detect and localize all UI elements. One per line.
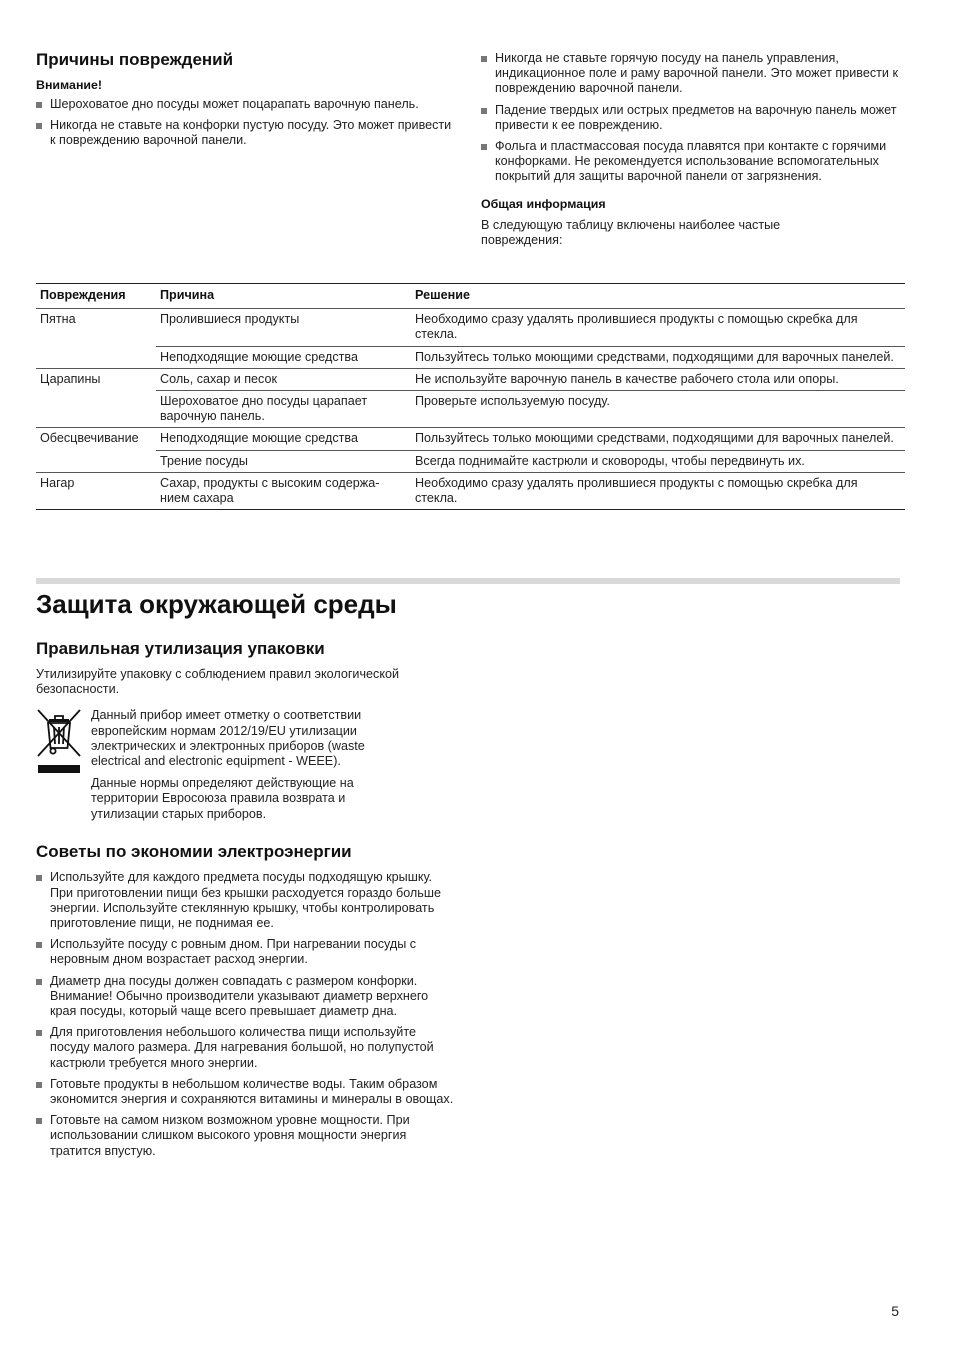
damage-table: [36, 283, 905, 510]
list-item: Используйте для каждого предмета посуды подходящую крышку. При приготовлении пищи без крышки расходуется гораздо больше энергии. Используйте стеклянную крышку, чтобы контролировать приготовление пищи, не поднимая ее.: [36, 870, 456, 931]
list-item: Никогда не ставьте на конфорки пустую посуду. Это может привести к повреждению варочной панели.: [36, 118, 456, 148]
cause-cell: Шероховатое дно посуды царапает варочную панель.: [156, 391, 411, 428]
energy-title: Советы по экономии электроэнергии: [36, 842, 352, 862]
table-row: [36, 450, 905, 472]
square-bullet-icon: [36, 942, 42, 948]
general-info-title: Общая информация: [481, 196, 606, 211]
cause-cell: Пролившиеся продукты: [156, 309, 411, 346]
disposal-text: Утилизируйте упаковку с соблюдением правил экологической безопасности.: [36, 667, 400, 697]
list-item: Диаметр дна посуды должен совпадать с размером конфорки. Внимание! Обычно производители указывают диаметр верхнего края посуды, который чаще всего превышает диаметр дна.: [36, 974, 456, 1020]
square-bullet-icon: [36, 123, 42, 129]
list-item: Используйте посуду с ровным дном. При нагревании посуды с неровным дном возрастает расход энергии.: [36, 937, 456, 967]
cause-cell: Трение посуды: [156, 450, 411, 472]
damage-cell: Пятна: [36, 309, 156, 369]
square-bullet-icon: [36, 102, 42, 108]
list-item: Готовьте на самом низком возможном уровне мощности. При использовании слишком высокого уровня мощности энергия тратится впустую.: [36, 1113, 456, 1159]
general-info-text: В следующую таблицу включены наиболее частые повреждения:: [481, 217, 781, 247]
square-bullet-icon: [36, 1030, 42, 1036]
list-item: Падение твердых или острых предметов на варочную панель может привести к ее повреждению.: [481, 103, 901, 133]
list-item: Для приготовления небольшого количества пищи используйте посуду малого размера. Для нагревания большой, но полупустой кастрюли требуется много энергии.: [36, 1025, 456, 1071]
cause-cell: Соль, сахар и песок: [156, 368, 411, 390]
square-bullet-icon: [36, 875, 42, 881]
list-item: Готовьте продукты в небольшом количестве воды. Таким образом экономится энергия и сохраняются витамины и минералы в овощах.: [36, 1077, 456, 1107]
damage-section-left: [36, 50, 456, 155]
crossed-out-wheelie-bin-icon: [36, 708, 82, 778]
weee-text-1: Данный прибор имеет отметку о соответствии европейским нормам 2012/19/EU утилизации электрических и электронных приборов (waste electrical and electronic equipment - WEEE).: [91, 708, 365, 769]
solution-cell: Необходимо сразу удалять пролившиеся продукты с помощью скребка для стекла.: [411, 472, 905, 509]
square-bullet-icon: [36, 979, 42, 985]
weee-text-2: Данные нормы определяют действующие на территории Евросоюза правила возврата и утилизации старых приборов.: [91, 776, 354, 821]
table-header-row: [36, 284, 905, 309]
solution-cell: Всегда поднимайте кастрюли и сковороды, чтобы передвинуть их.: [411, 450, 905, 472]
cause-cell: Неподходящие моющие средства: [156, 428, 411, 450]
table-row: [36, 391, 905, 428]
damage-table-wrap: [36, 283, 905, 510]
table-row: [36, 472, 905, 509]
solution-cell: Пользуйтесь только моющими средствами, подходящими для варочных панелей.: [411, 428, 905, 450]
energy-list: [36, 870, 456, 1158]
page-number: 5: [891, 1303, 899, 1319]
cause-cell: Неподходящие моющие средства: [156, 346, 411, 368]
solution-cell: Не используйте варочную панель в качестве рабочего стола или опоры.: [411, 368, 905, 390]
warning-label: Внимание!: [36, 78, 103, 92]
header-damage: Повреждения: [36, 284, 156, 309]
table-row: [36, 428, 905, 450]
header-solution: Решение: [411, 284, 905, 309]
square-bullet-icon: [36, 1082, 42, 1088]
solution-cell: Пользуйтесь только моющими средствами, подходящими для варочных панелей.: [411, 346, 905, 368]
damage-section-right: [481, 51, 901, 248]
solution-cell: Проверьте используемую посуду.: [411, 391, 905, 428]
damage-left-list: [36, 97, 456, 149]
section-separator: [36, 578, 900, 584]
damage-title: Причины повреждений: [36, 50, 234, 69]
table-row: [36, 368, 905, 390]
list-item: Шероховатое дно посуды может поцарапать варочную панель.: [36, 97, 456, 112]
damage-right-list: [481, 51, 901, 185]
damage-cell: Нагар: [36, 472, 156, 509]
square-bullet-icon: [36, 1118, 42, 1124]
square-bullet-icon: [481, 108, 487, 114]
table-row: [36, 309, 905, 346]
weee-text: [91, 708, 411, 821]
list-item: Никогда не ставьте горячую посуду на панель управления, индикационное поле и раму варочной панели. Это может привести к повреждению варочной панели.: [481, 51, 901, 97]
square-bullet-icon: [481, 144, 487, 150]
damage-cell: Обесцвечивание: [36, 428, 156, 472]
environment-section: [36, 589, 466, 1165]
header-cause: Причина: [156, 284, 411, 309]
environment-title: Защита окружающей среды: [36, 589, 397, 619]
weee-block: [36, 708, 466, 824]
disposal-title: Правильная утилизация упаковки: [36, 639, 325, 658]
table-row: [36, 346, 905, 368]
cause-cell: Сахар, продукты с высоким содержа-нием сахара: [156, 472, 411, 509]
solution-cell: Необходимо сразу удалять пролившиеся продукты с помощью скребка для стекла.: [411, 309, 905, 346]
square-bullet-icon: [481, 56, 487, 62]
list-item: Фольга и пластмассовая посуда плавятся при контакте с горячими конфорками. Не рекомендуется использование вспомогательных покрытий для защиты варочной панели от загрязнения.: [481, 139, 901, 185]
damage-cell: Царапины: [36, 368, 156, 428]
